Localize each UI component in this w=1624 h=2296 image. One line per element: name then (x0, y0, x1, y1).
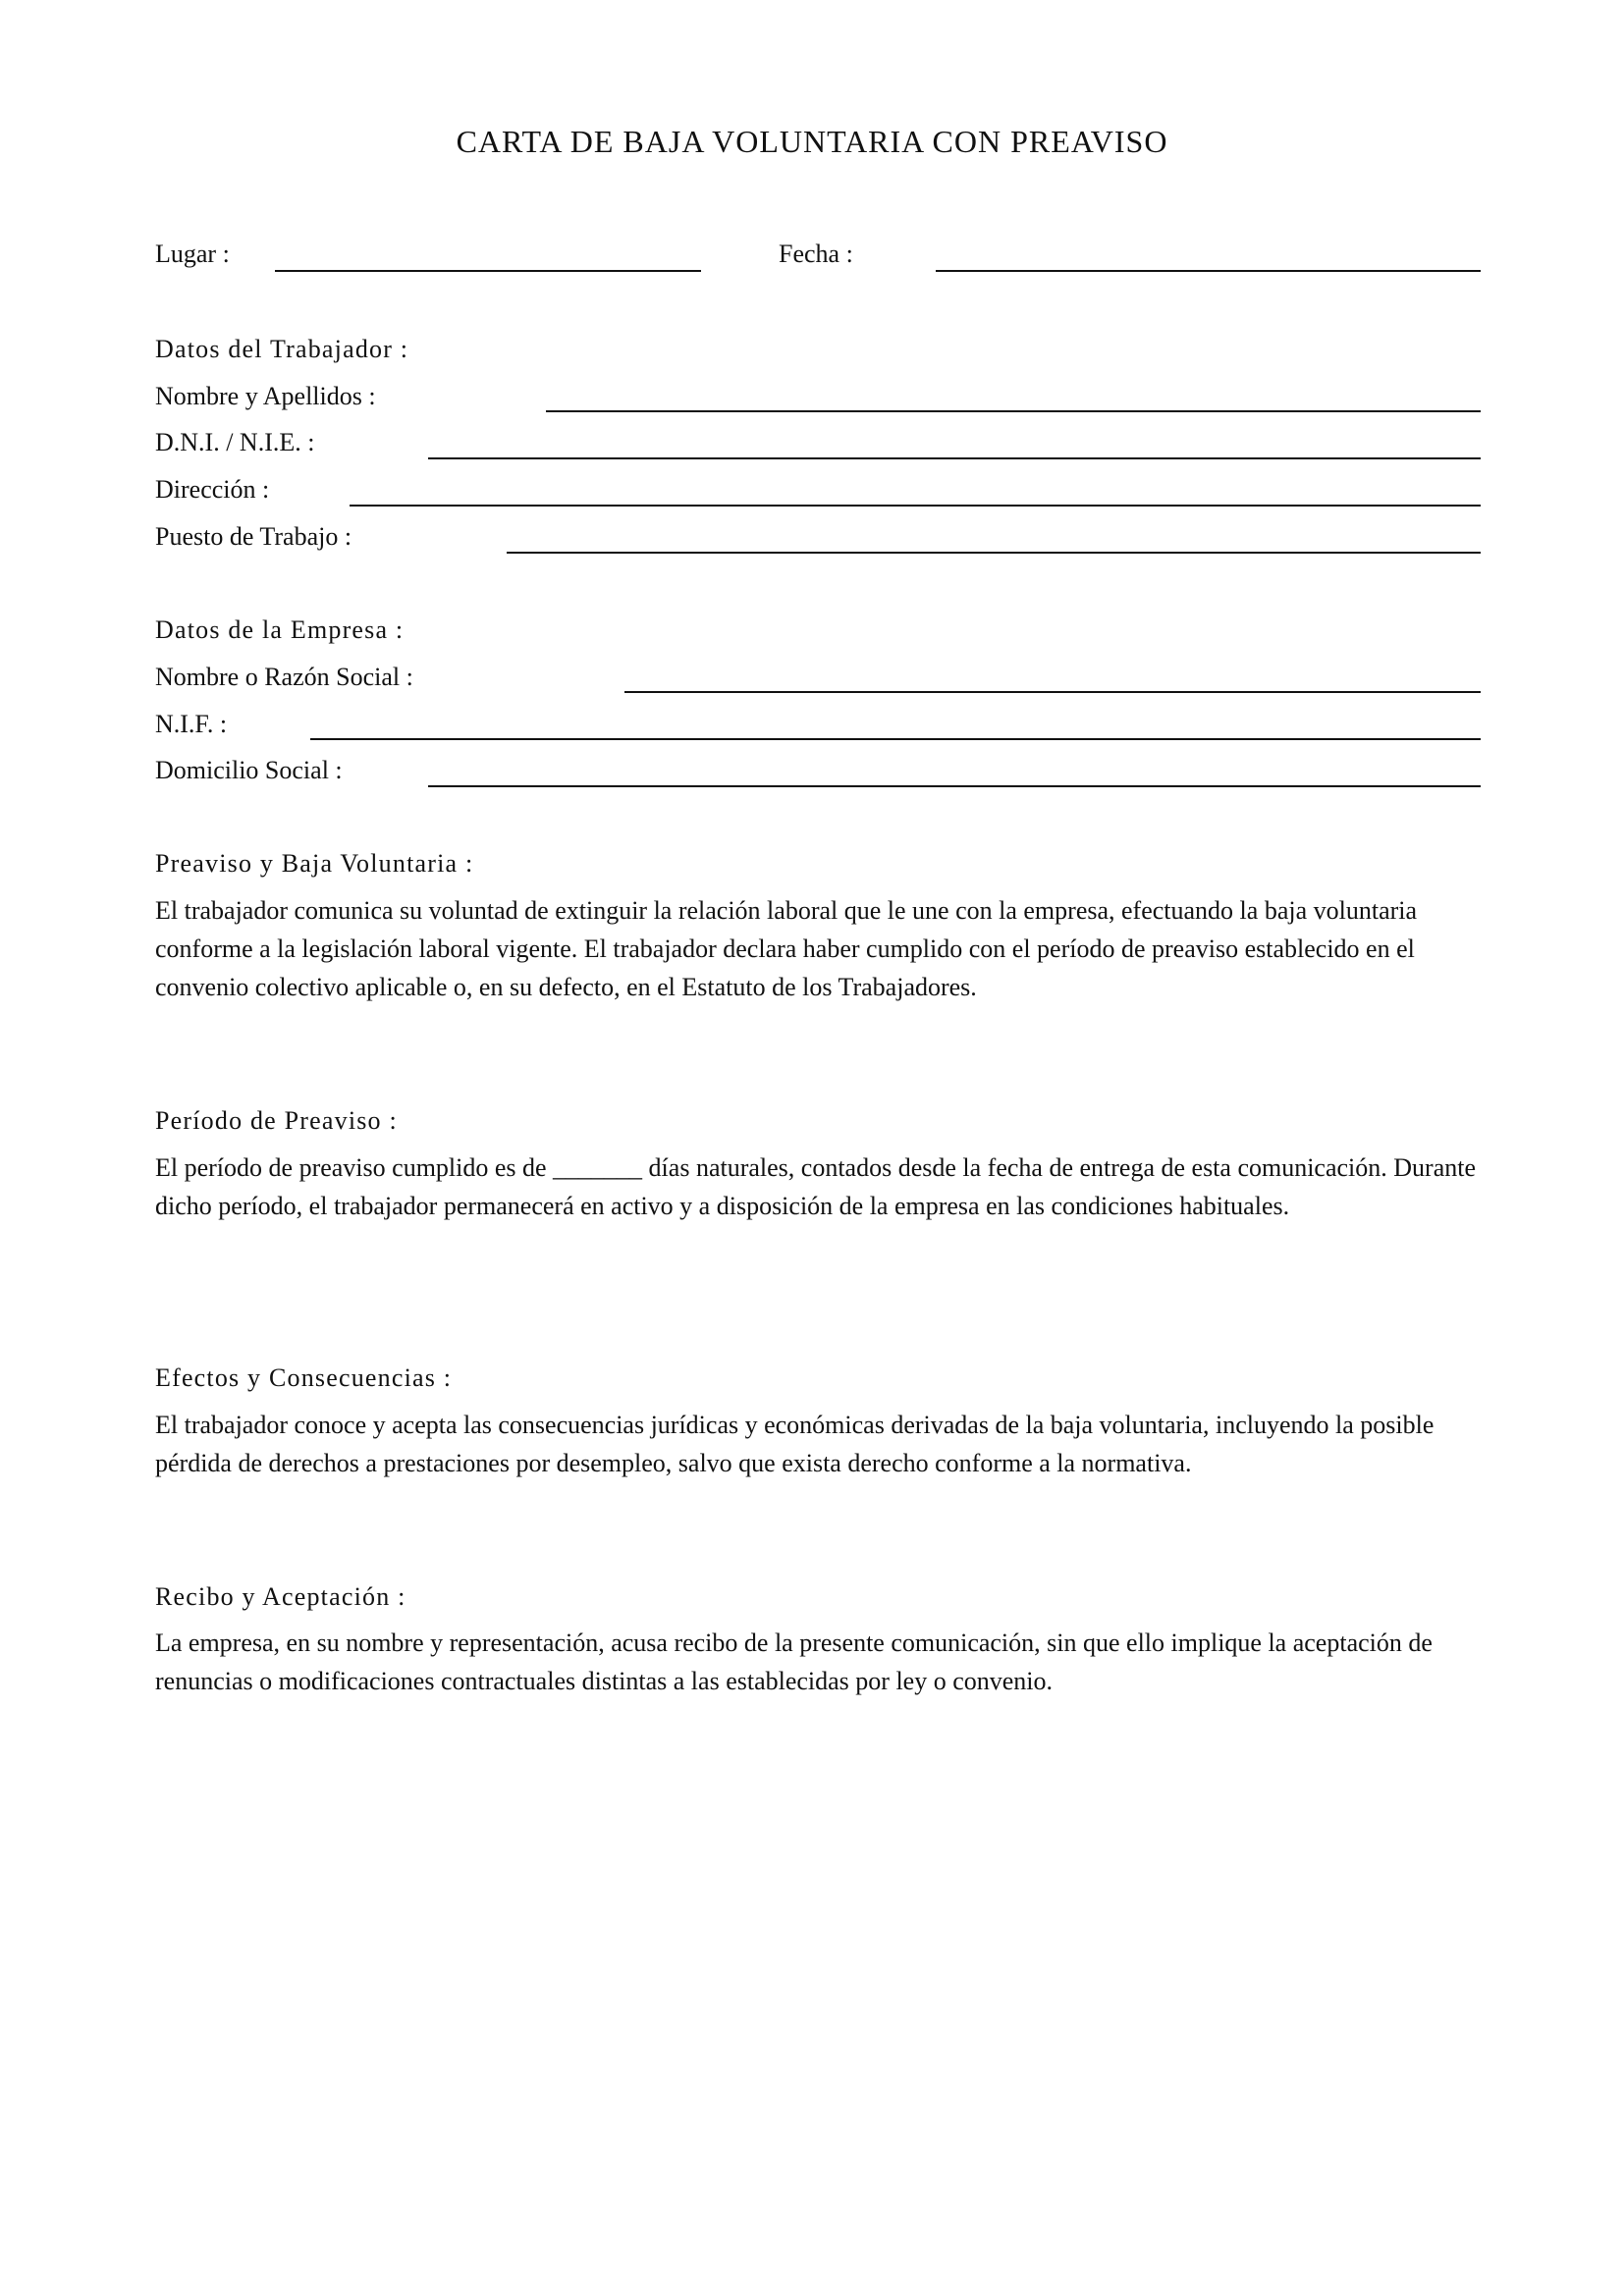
razon-social-field[interactable] (624, 691, 1481, 693)
razon-social-label: Nombre o Razón Social : (155, 663, 413, 691)
recibo-aceptacion-heading: Recibo y Aceptación : (155, 1582, 406, 1611)
fecha-label: Fecha : (779, 240, 853, 268)
domicilio-social-label: Domicilio Social : (155, 756, 343, 784)
lugar-label: Lugar : (155, 240, 230, 268)
fecha-field[interactable] (936, 270, 1481, 272)
document-title: CARTA DE BAJA VOLUNTARIA CON PREAVISO (456, 124, 1168, 159)
domicilio-social-field[interactable] (428, 785, 1481, 787)
preaviso-baja-heading: Preaviso y Baja Voluntaria : (155, 849, 474, 878)
nombre-apellidos-field[interactable] (546, 410, 1481, 412)
nombre-apellidos-label: Nombre y Apellidos : (155, 382, 376, 410)
nif-label: N.I.F. : (155, 710, 228, 738)
recibo-aceptacion-body: La empresa, en su nombre y representación, acusa recibo de la presente comunicación, sin que ello implique la aceptación de renuncias o modificaciones contractuales distintas a las establecidas por ley o convenio. (155, 1629, 1433, 1695)
puesto-trabajo-label: Puesto de Trabajo : (155, 522, 352, 551)
trabajador-heading: Datos del Trabajador : (155, 335, 409, 363)
preaviso-baja-body: El trabajador comunica su voluntad de extinguir la relación laboral que le une con la empresa, efectuando la baja voluntaria conforme a la legislación laboral vigente. El trabajador declara haber cumplido con el período de preaviso establecido en el convenio colectivo aplicable o, en su defecto, en el Estatuto de los Trabajadores. (155, 896, 1418, 1001)
direccion-label: Dirección : (155, 475, 270, 504)
dni-nie-field[interactable] (428, 457, 1481, 459)
empresa-heading: Datos de la Empresa : (155, 615, 405, 644)
efectos-consecuencias-body: El trabajador conoce y acepta las consecuencias jurídicas y económicas derivadas de la baja voluntaria, incluyendo la posible pérdida de derechos a prestaciones por desempleo, salvo que exista derecho conforme a la normativa. (155, 1411, 1435, 1477)
efectos-consecuencias-heading: Efectos y Consecuencias : (155, 1363, 453, 1392)
nif-field[interactable] (310, 738, 1481, 740)
periodo-preaviso-body: El período de preaviso cumplido es de _______ días naturales, contados desde la fecha de entrega de esta comunicación. Durante dicho período, el trabajador permanecerá en activo y a disposición de la empresa en las condiciones habituales. (155, 1153, 1477, 1220)
periodo-preaviso-heading: Período de Preaviso : (155, 1106, 398, 1135)
dni-nie-label: D.N.I. / N.I.E. : (155, 428, 315, 456)
puesto-trabajo-field[interactable] (507, 552, 1481, 554)
lugar-field[interactable] (275, 270, 701, 272)
direccion-field[interactable] (350, 505, 1481, 507)
